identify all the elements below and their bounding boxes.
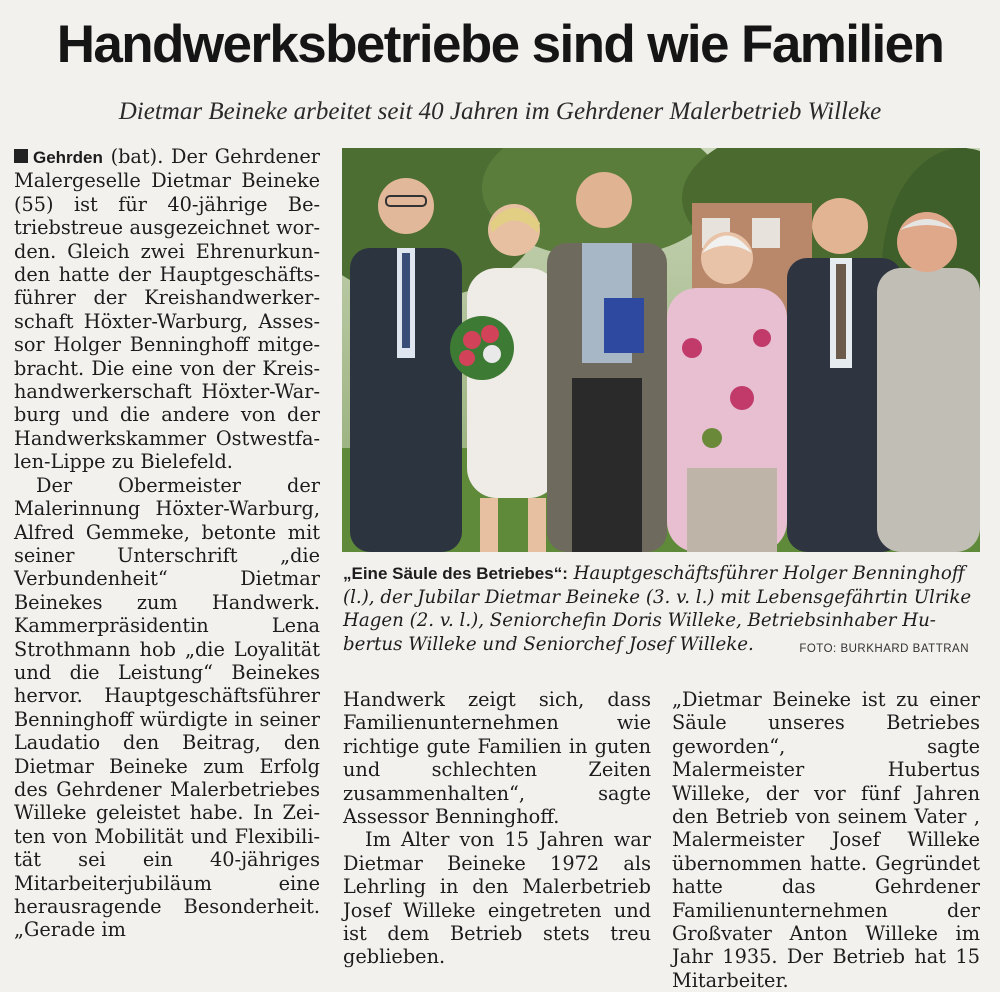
article-column-3	[672, 688, 980, 992]
photo-caption	[343, 562, 983, 661]
paragraph: Im Alter von 15 Jahren war Dietmar Beineke 1972 als Lehrling in den Malerbetrieb Josef Willeke eingetreten und ist dem Betrieb stets treu geblieben.	[343, 828, 651, 969]
article-column-2	[343, 688, 651, 969]
dateline-square-icon	[14, 149, 28, 163]
paragraph-text: (bat). Der Gehrdener Malergeselle Dietmar Beineke (55) ist für 40-jährige Betriebstreue ausgezeichnet worden. Gleich zwei Ehrenurkunden hatte der Hauptgeschäftsführer der Kreishandwerkerschaft Höxter-Warburg, Assessor Holger Benninghoff mitgebracht. Die eine von der Kreishandwerkerschaft Höxter-Warburg und die andere von der Handwerkskammer Ostwestfalen-Lippe zu Bielefeld.	[14, 145, 320, 474]
caption-text: Hauptgeschäftsführer Holger Benninghoff (l.), der Jubilar Dietmar Beineke (3. v. l.) mit Lebensgefährtin Ulrike Hagen (2. v. l.), Seniorchefin Doris Willeke, Betriebsinhaber Hubertus Willeke und Seniorchef Josef Willeke.	[343, 563, 972, 655]
paragraph	[14, 145, 320, 474]
headline: Handwerksbetriebe sind wie Familien	[56, 15, 944, 74]
article-column-1	[14, 145, 320, 942]
paragraph: Handwerk zeigt sich, dass Familienunternehmen wie richtige gute Familien in guten und schlechten Zeiten zusammenhalten“, sagte Assessor Benninghoff.	[343, 688, 651, 829]
photo-credit: FOTO: BURKHARD BATTRAN	[799, 642, 969, 655]
dateline: Gehrden	[33, 148, 103, 167]
subheadline: Dietmar Beineke arbeitet seit 40 Jahren im Gehrdener Malerbetrieb Willeke	[118, 98, 882, 125]
group-photo	[342, 148, 980, 552]
paragraph: „Dietmar Beineke ist zu einer Säule unseres Betriebes geworden“, sagte Malermeister Hubertus Willeke, der vor fünf Jahren den Betrieb von seinem Vater , Malermeister Josef Willeke übernommen hatte. Gegründet hatte das Gehrdener Familienunternehmen der Großvater Anton Willeke im Jahr 1935. Der Betrieb hat 15 Mitarbeiter.	[672, 688, 980, 992]
caption-lead: „Eine Säule des Betriebes“:	[343, 564, 568, 583]
paragraph: Der Obermeister der Malerinnung Höxter-Warburg, Alfred Gemmeke, betonte mit seiner Unterschrift „die Verbundenheit“ Dietmar Beinekes zum Handwerk. Kammerpräsidentin Lena Strothmann hob „die Loyalität und die Leistung“ Beinekes hervor. Hauptgeschäftsführer Benninghoff würdigte in seiner Laudatio den Beitrag, den Dietmar Beineke zum Erfolg des Gehrdener Malerbetriebes Willeke geleistet habe. In Zeiten von Mobilität und Flexibilität sei ein 40-jähriges Mitarbeiterjubiläum eine herausragende Besonderheit. „Gerade im	[14, 473, 320, 942]
